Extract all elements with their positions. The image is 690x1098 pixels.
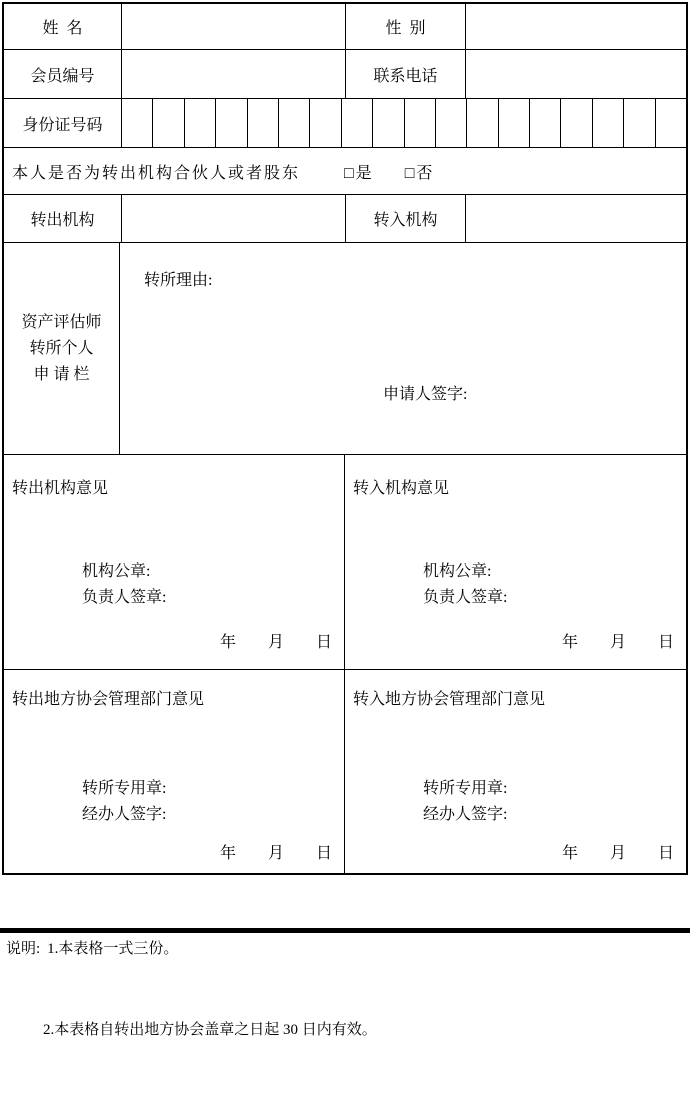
name-label: 姓 名 xyxy=(4,4,122,49)
applicant-signature-label: 申请人签字: xyxy=(383,386,468,403)
application-label-line2: 转所个人 xyxy=(29,339,94,357)
org-seal-label: 机构公章: xyxy=(423,563,492,580)
id-digit-cell[interactable] xyxy=(499,99,530,147)
org-opinion-row xyxy=(4,455,686,670)
out-org-seal-block xyxy=(82,559,166,611)
application-section-label xyxy=(4,243,120,454)
out-assoc-opinion-cell[interactable] xyxy=(4,670,345,873)
head-signature-label: 负责人签章: xyxy=(82,589,167,606)
yes-checkbox-option[interactable]: □是 xyxy=(344,164,374,182)
no-checkbox-option[interactable]: □否 xyxy=(404,164,435,182)
transfer-seal-label: 转所专用章: xyxy=(423,780,508,797)
gender-label: 性 别 xyxy=(346,4,466,49)
id-digit-cell[interactable] xyxy=(310,99,341,147)
id-digit-cell[interactable] xyxy=(530,99,561,147)
out-assoc-opinion-title: 转出地方协会管理部门意见 xyxy=(12,691,205,708)
name-input-cell[interactable] xyxy=(122,4,346,49)
notes-label: 说明: xyxy=(6,941,41,957)
id-digit-cell[interactable] xyxy=(153,99,184,147)
id-digit-cell[interactable] xyxy=(279,99,310,147)
note-line-1 xyxy=(6,936,377,963)
member-no-input-cell[interactable] xyxy=(122,50,346,98)
application-label-line1: 资产评估师 xyxy=(21,313,102,331)
date-line: 年 月 日 xyxy=(219,845,332,862)
transfer-seal-label: 转所专用章: xyxy=(82,780,167,797)
id-digit-cell[interactable] xyxy=(248,99,279,147)
partner-question-cell xyxy=(4,148,686,194)
id-digit-cell[interactable] xyxy=(467,99,498,147)
head-signature-label: 负责人签章: xyxy=(423,589,508,606)
transfer-reason-label: 转所理由: xyxy=(144,272,213,289)
out-org-label: 转出机构 xyxy=(4,195,122,242)
name-gender-row xyxy=(4,4,686,50)
id-digit-cell[interactable] xyxy=(373,99,404,147)
application-label-line3: 申 请 栏 xyxy=(33,365,90,383)
id-digit-cell[interactable] xyxy=(185,99,216,147)
form-table xyxy=(2,2,688,875)
handler-signature-label: 经办人签字: xyxy=(423,806,508,823)
id-digit-cell[interactable] xyxy=(342,99,373,147)
org-row xyxy=(4,195,686,243)
in-assoc-seal-block xyxy=(423,776,507,828)
member-phone-row xyxy=(4,50,686,99)
in-org-label: 转入机构 xyxy=(346,195,466,242)
id-digit-cell[interactable] xyxy=(656,99,686,147)
id-number-row xyxy=(4,99,686,148)
out-org-input-cell[interactable] xyxy=(122,195,346,242)
phone-label: 联系电话 xyxy=(346,50,466,98)
bottom-edge-bar xyxy=(0,928,690,933)
member-no-label: 会员编号 xyxy=(4,50,122,98)
date-line: 年 月 日 xyxy=(561,634,674,651)
id-digit-cell[interactable] xyxy=(436,99,467,147)
in-org-opinion-cell[interactable] xyxy=(345,455,686,669)
id-digit-cell[interactable] xyxy=(405,99,436,147)
partner-question-text: 本人是否为转出机构合伙人或者股东 xyxy=(12,164,301,182)
in-assoc-opinion-title: 转入地方协会管理部门意见 xyxy=(353,691,546,708)
date-line: 年 月 日 xyxy=(219,634,332,651)
id-digit-cell[interactable] xyxy=(122,99,153,147)
in-org-opinion-title: 转入机构意见 xyxy=(353,480,450,497)
id-digit-cell[interactable] xyxy=(216,99,247,147)
note-1-text: 1.本表格一式三份。 xyxy=(47,941,179,957)
in-assoc-opinion-cell[interactable] xyxy=(345,670,686,873)
phone-input-cell[interactable] xyxy=(466,50,686,98)
in-org-input-cell[interactable] xyxy=(466,195,686,242)
id-digit-cell[interactable] xyxy=(593,99,624,147)
id-number-label: 身份证号码 xyxy=(4,99,122,147)
id-digit-cell[interactable] xyxy=(561,99,592,147)
in-org-seal-block xyxy=(423,559,507,611)
handler-signature-label: 经办人签字: xyxy=(82,806,167,823)
note-2-text: 2.本表格自转出地方协会盖章之日起 30 日内有效。 xyxy=(43,1022,377,1038)
id-digit-cell[interactable] xyxy=(624,99,655,147)
out-assoc-seal-block xyxy=(82,776,166,828)
assoc-opinion-row xyxy=(4,670,686,873)
date-line: 年 月 日 xyxy=(561,845,674,862)
gender-input-cell[interactable] xyxy=(466,4,686,49)
out-org-opinion-cell[interactable] xyxy=(4,455,345,669)
application-section-row xyxy=(4,243,686,455)
partner-question-row xyxy=(4,148,686,195)
application-content-cell[interactable] xyxy=(120,243,686,454)
org-seal-label: 机构公章: xyxy=(82,563,151,580)
form-notes xyxy=(6,882,377,1098)
out-org-opinion-title: 转出机构意见 xyxy=(12,480,109,497)
